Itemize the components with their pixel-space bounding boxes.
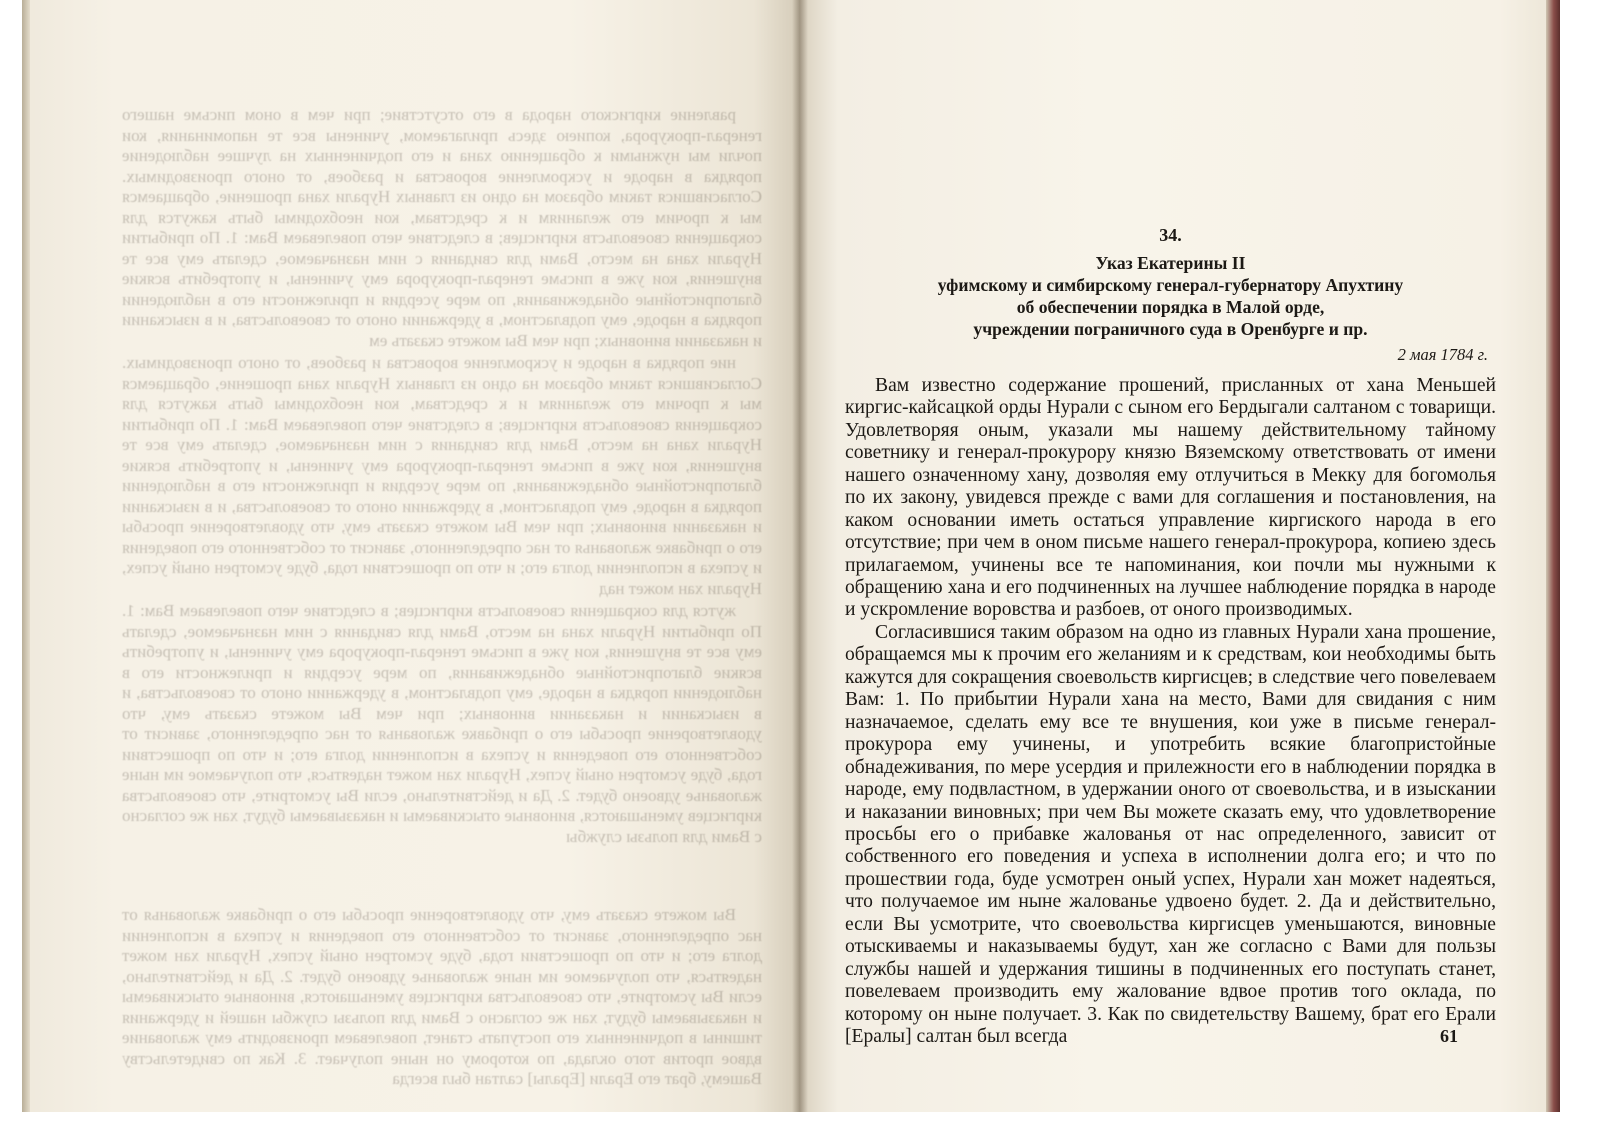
page-number: 61: [1440, 1026, 1458, 1046]
left-page: [22, 0, 800, 1112]
bleed-through-text: равление киргиского народа в его отсутствие; при чем в оном письме нашего генерал-прокурора, копиею здесь прилагаемом, учинены все те напоминания, кои почли мы нужными к обращению хана и его подчиненных на лучшее наблюдение порядка в народе и ускромление воровства и разбоев, от оного производимых. Согласившися таким образом на одно из главных Нурали хана прошение, обращаемся мы к прочим его желаниям и к средствам, кои необходимы быть кажутся для сокращения своевольств киргисцев; в следствие чего повелеваем Вам: 1. По прибытии Нурали хана на место, Вами для свидания с ним назначаемое, сделать ему все те внушения, кои уже в письме генерал-прокурора ему учинены, и употребить всякие благопристойные обнадеживания, по мере усердия и прилежности его в наблюдении порядка в народе, ему подвластном, в удержании оного от своевольства, и в изыскании и наказании виновных; при чем Вы можете сказать ем ние порядка в народе и ускромление воровства и разбоев, от оного производимых. Согласившися таким образом на одно из главных Нурали хана прошение, обращаемся мы к прочим его желаниям и к средствам, кои необходимы быть кажутся для сокращения своевольств киргисцев; в следствие чего повелеваем Вам: 1. По прибытии Нурали хана на место, Вами для свидания с ним назначаемое, сделать ему все те внушения, кои уже в письме генерал-прокурора ему учинены, и употребить всякие благопристойные обнадеживания, по мере усердия и прилежности его в наблюдении порядка в народе, ему подвластном, в удержании оного от своевольства, и в изыскании и наказании виновных; при чем Вы можете сказать ему, что удовлетворение просьбы его о прибавке жалованья от нас определенного, зависит от собственного его поведения и успеха в исполнении долга его; и что по прошествии года, буде усмотрен оный успех, Нурали хан может над жутся для сокращения своевольств киргисцев; в следствие чего повелеваем Вам: 1. По прибытии Нурали хана на место, Вами для свидания с ним назначаемое, сделать ему все те внушения, кои уже в письме генерал-прокурора ему учинены, и употребить всякие благопристойные обнадеживания, по мере усердия и прилежности его в наблюдении порядка в народе, ему подвластном, в удержании оного от своевольства, и в изыскании и наказании виновных; при чем Вы можете сказать ему, что удовлетворение просьбы его о прибавке жалованья от нас определенного, зависит от собственного его поведения и успеха в исполнении долга его; и что по прошествии года, буде усмотрен оный успех, Нурали хан может надеяться, что получаемое им ныне жалованье удвоено будет. 2. Да и действительно, если Вы усмотрите, что своевольства киргисцев уменьшаются, виновные отыскиваемы и наказываемы будут, хан же согласно с Вами для пользы службы Вы можете сказать ему, что удовлетворение просьбы его о прибавке жалованья от нас определенного, зависит от собственного его поведения и успеха в исполнении долга его; и что по прошествии года, буде усмотрен оный успех, Нурали хан может надеяться, что получаемое им ныне жалованье удвоено будет. 2. Да и действительно, если Вы усмотрите, что своевольства киргисцев уменьшаются, виновные отыскиваемы и наказываемы будут, хан же согласно с Вами для пользы службы нашей и удержания тишины в подчиненных его поступать станет, повелеваем производить ему жалование вдвое против того оклада, по которому он ныне получает. 3. Как по свидетельству Вашему, брат его Ерали [Ералы] салтан был всегда: [122, 105, 762, 1088]
document-number: 34.: [1159, 225, 1182, 245]
open-book: [22, 0, 1560, 1112]
title-line: уфимскому и симбирскому генерал-губернатору Апухтину: [937, 275, 1404, 296]
document-body: [845, 375, 1496, 1049]
document-text: [845, 224, 1496, 1049]
right-page-edge: [1546, 0, 1560, 1112]
title-line: об обеспечении порядка в Малой орде,: [1016, 297, 1325, 318]
right-page: [800, 0, 1560, 1112]
body-paragraph: Вам известно содержание прошений, присланных от хана Меньшей киргис-кайсацкой орды Нурали с сыном его Бердыгали салтаном с товарищи. Удовлетворяя оным, указали мы нашему действительному тайному советнику и генерал-прокурору князю Вяземскому ответствовать от имени нашего означенному хану, дозволяя ему отлучиться в Мекку для богомолья по их закону, увидевся прежде с вами для соглашения и постановления, на каком основании иметь остаться управление киргиского народа в его отсутствие; при чем в оном письме нашего генерал-прокурора, копиею здесь прилагаемом, учинены все те напоминания, кои почли мы нужными к обращению хана и его подчиненных на лучшее наблюдение порядка в народе и ускромление воровства и разбоев, от оного производимых.: [845, 374, 1496, 621]
left-page-edge: [22, 0, 30, 1112]
title-line: Указ Екатерины II: [1095, 253, 1246, 274]
document-title: [845, 252, 1496, 340]
book-spine: [792, 0, 808, 1112]
document-date: 2 мая 1784 г.: [1397, 345, 1488, 365]
title-line: учреждении пограничного суда в Оренбурге и пр.: [973, 319, 1368, 340]
body-paragraph: Согласившися таким образом на одно из главных Нурали хана прошение, обращаемся мы к прочим его желаниям и к средствам, кои необходимы быть кажутся для сокращения своевольств киргисцев; в следствие чего повелеваем Вам: 1. По прибытии Нурали хана на место, Вами для свидания с ним назначаемое, сделать ему все те внушения, кои уже в письме генерал-прокурора ему учинены, и употребить всякие благопристойные обнадеживания, по мере усердия и прилежности его в наблюдении порядка в народе, ему подвластном, в удержании оного от своевольства, и в изыскании и наказании виновных; при чем Вы можете сказать ему, что удовлетворение просьбы его о прибавке жалованья от нас определенного, зависит от собственного его поведения и успеха в исполнении долга его; и что по прошествии года, буде усмотрен оный успех, Нурали хан может надеяться, что получаемое им ныне жалованье удвоено будет. 2. Да и действительно, если Вы усмотрите, что своевольства киргисцев уменьшаются, виновные отыскиваемы и наказываемы будут, хан же согласно с Вами для пользы службы нашей и удержания тишины в подчиненных его поступать станет, повелеваем производить ему жалование вдвое против того оклада, по которому он ныне получает. 3. Как по свидетельству Вашему, брат его Ерали [Ералы] салтан был всегда: [845, 621, 1496, 1048]
